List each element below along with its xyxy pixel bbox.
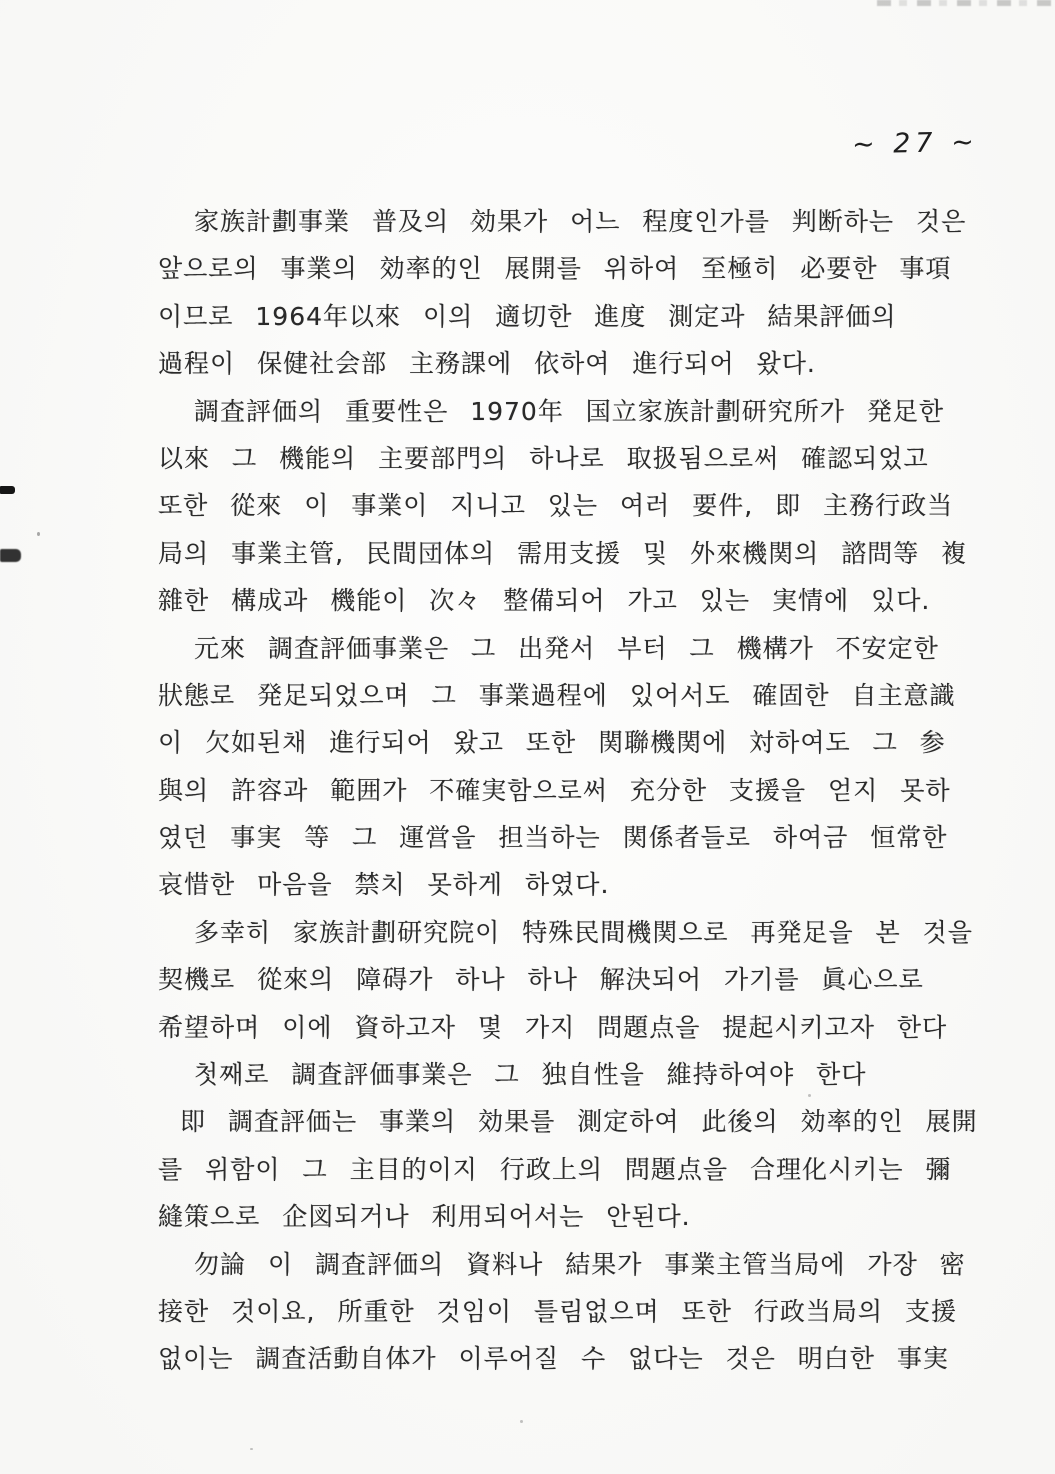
text-line: 이므로 1964年以來 이의 適切한 進度 測定과 結果評価의: [158, 301, 897, 331]
text-line: 를 위함이 그 主目的이지 行政上의 問題点을 合理化시키는 彌: [158, 1154, 952, 1184]
paragraph: [158, 388, 968, 625]
text-line: 哀惜한 마음을 禁치 못하게 하였다.: [158, 870, 610, 900]
text-line: 첫째로 調査評価事業은 그 独自性을 維持하여야 한다: [194, 1060, 867, 1090]
text-line: 調査評価의 重要性은 1970年 国立家族計劃研究所가 発足한: [194, 396, 945, 426]
text-line: 였던 事実 等 그 運営을 担当하는 関係者들로 하여금 恒常한: [158, 823, 948, 853]
text-line: 與의 許容과 範囲가 不確実함으로써 充分한 支援을 얻지 못하: [158, 775, 951, 805]
text-line: 앞으로의 事業의 効率的인 展開를 위하여 至極히 必要한 事項: [158, 254, 952, 284]
scan-speck: [250, 1448, 253, 1450]
scan-speck: [37, 532, 40, 536]
text-line: 없이는 調査活動自体가 이루어질 수 없다는 것은 明白한 事実: [158, 1344, 949, 1374]
text-line: 局의 事業主管, 民間団体의 需用支援 및 外來機関의 諮問等 複: [158, 538, 968, 568]
scan-speck: [520, 1420, 523, 1423]
page-number: ~ 27 ~: [851, 126, 980, 161]
text-line: 또한 從來 이 事業이 지니고 있는 여러 要件, 即 主務行政当: [158, 491, 954, 521]
text-line: 即 調査評価는 事業의 効果를 測定하여 此後의 効率的인 展開: [180, 1107, 978, 1137]
text-line: 家族計劃事業 普及의 効果가 어느 程度인가를 判断하는 것은: [194, 207, 967, 236]
text-line: 以來 그 機能의 主要部門의 하나로 取扱됨으로써 確認되었고: [158, 443, 929, 473]
paragraph: [158, 1051, 958, 1098]
scan-artifact-edge-mark: [0, 549, 21, 562]
text-line: 이 欠如된채 進行되어 왔고 또한 関聯機関에 対하여도 그 参: [158, 728, 946, 758]
paragraph: [158, 909, 973, 1051]
document-body: [158, 198, 978, 1383]
text-line: 縫策으로 企図되거나 利用되어서는 안된다.: [158, 1202, 691, 1232]
text-line: 狀態로 発足되었으며 그 事業過程에 있어서도 確固한 自主意識: [158, 680, 956, 710]
text-line: 雜한 構成과 機能이 次々 整備되어 가고 있는 実情에 있다.: [158, 586, 931, 616]
scan-artifact-top-streak: [877, 0, 1055, 6]
scan-artifact-edge-mark: [0, 486, 15, 494]
text-line: 多幸히 家族計劃研究院이 特殊民間機関으로 再発足을 본 것을: [194, 917, 973, 947]
text-line: 過程이 保健社会部 主務課에 依하여 進行되어 왔다.: [158, 349, 816, 379]
text-line: 接한 것이요, 所重한 것임이 틀림없으며 또한 行政当局의 支援: [158, 1296, 957, 1326]
paragraph: [158, 625, 958, 909]
paragraph: [158, 1241, 966, 1383]
paragraph: [158, 1098, 978, 1240]
text-line: 希望하며 이에 資하고자 몇 가지 問題点을 提起시키고자 한다: [158, 1012, 948, 1042]
text-line: 勿論 이 調査評価의 資料나 結果가 事業主管当局에 가장 密: [194, 1249, 966, 1279]
text-line: 契機로 從來의 障碍가 하나 하나 解決되어 가기를 眞心으로: [158, 965, 924, 995]
text-line: 元來 調査評価事業은 그 出発서 부터 그 機構가 不安定한: [194, 633, 939, 663]
paragraph: [158, 198, 967, 388]
